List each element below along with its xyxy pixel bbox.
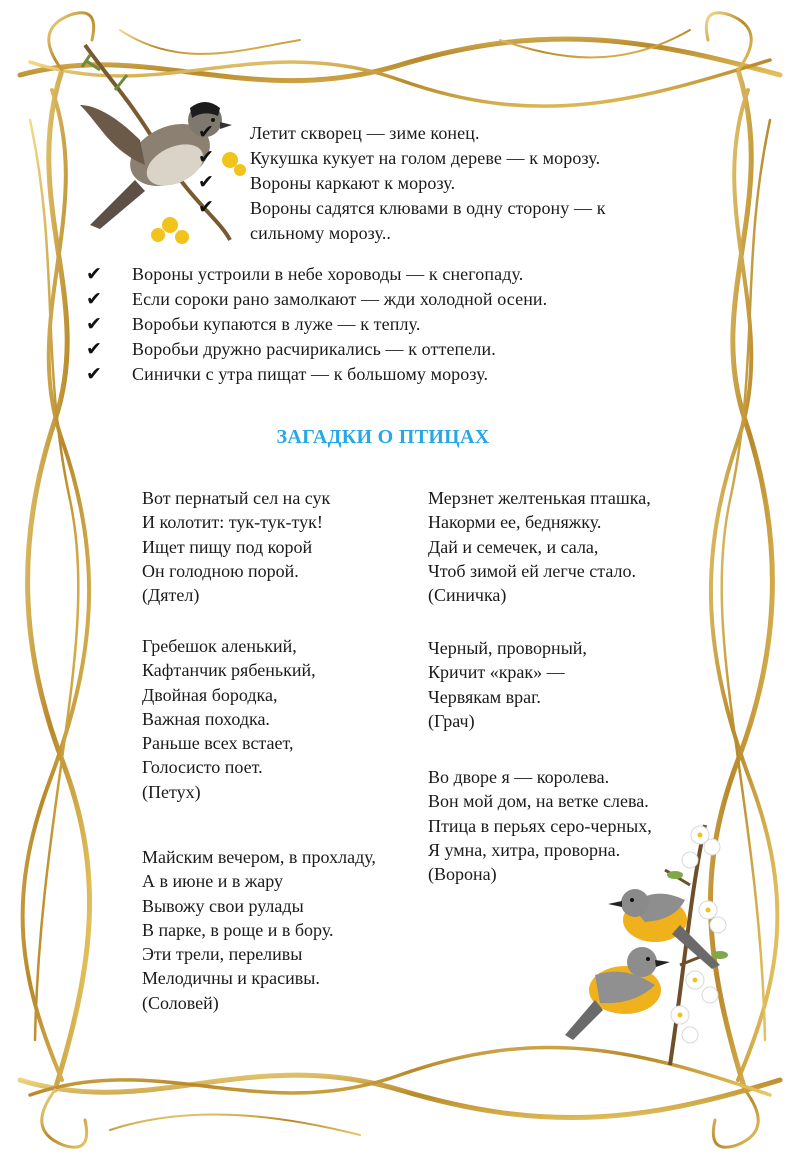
riddle-line: Ищет пищу под корой (142, 536, 313, 557)
riddle-titmouse (428, 486, 651, 607)
sign-line: Вороны садятся клювами в одну сторону — к (250, 198, 606, 218)
riddle-answer: (Синичка) (428, 585, 507, 606)
riddle-line: Вывожу свои рулады (142, 895, 304, 916)
check-icon: ✔ (86, 363, 102, 385)
sign-line: Летит скворец — зиме конец. (250, 123, 480, 143)
riddle-line: Червякам враг. (428, 686, 541, 707)
riddle-nightingale (142, 845, 376, 1015)
riddle-line: Раньше всех встает, (142, 733, 294, 754)
riddle-line: Дай и семечек, и сала, (428, 536, 599, 557)
riddle-line: Гребешок аленький, (142, 636, 297, 656)
riddle-answer: (Дятел) (142, 585, 200, 606)
riddle-line: Черный, проворный, (428, 638, 587, 658)
riddle-line: Вот пернатый сел на сук (142, 488, 331, 508)
check-icon: ✔ (86, 288, 102, 310)
riddle-line: Я умна, хитра, проворна. (428, 839, 621, 860)
riddle-line: Важная походка. (142, 708, 270, 729)
riddle-line: Мерзнет желтенькая пташка, (428, 488, 651, 508)
riddle-answer: (Петух) (142, 781, 201, 802)
sign-line: Вороны устроили в небе хороводы — к снегопаду. (132, 264, 524, 284)
riddle-line: Мелодичны и красивы. (142, 968, 320, 989)
riddle-line: Чтоб зимой ей легче стало. (428, 560, 636, 581)
riddle-woodpecker (142, 486, 330, 607)
riddle-line: Накорми ее, бедняжку. (428, 512, 602, 533)
check-icon: ✔ (198, 146, 214, 168)
riddle-line: А в июне и в жару (142, 871, 284, 892)
sign-line: Воробьи дружно расчирикались — к оттепели. (132, 339, 496, 359)
check-icon: ✔ (198, 171, 214, 193)
riddle-line: Майским вечером, в прохладу, (142, 847, 376, 867)
songbirds-illustration (540, 815, 750, 1080)
riddle-line: Голосисто поет. (142, 757, 263, 778)
check-icon: ✔ (86, 263, 102, 285)
section-title: ЗАГАДКИ О ПТИЦАХ (276, 426, 490, 448)
riddle-line: В парке, в роще и в бору. (142, 919, 334, 940)
riddle-line: Он голодною порой. (142, 560, 299, 581)
sign-line: Воробьи купаются в луже — к теплу. (132, 314, 421, 334)
riddle-line: Во дворе я — королева. (428, 767, 610, 787)
riddle-line: Птица в перьях серо-черных, (428, 815, 652, 836)
sign-line: Синички с утра пищат — к большому морозу. (132, 364, 489, 384)
check-icon: ✔ (198, 196, 214, 218)
riddle-line: Вон мой дом, на ветке слева. (428, 791, 649, 812)
riddle-line: Двойная бородка, (142, 684, 278, 705)
sign-line: Вороны каркают к морозу. (250, 173, 456, 193)
riddle-answer: (Соловей) (142, 992, 219, 1013)
riddle-line: И колотит: тук-тук-тук! (142, 512, 323, 533)
riddle-rook (428, 636, 587, 733)
riddle-line: Эти трели, переливы (142, 944, 303, 965)
check-icon: ✔ (86, 338, 102, 360)
sign-line: Кукушка кукует на голом дереве — к морозу. (250, 148, 601, 168)
check-icon: ✔ (198, 121, 214, 143)
sign-line: Если сороки рано замолкают — жди холодной осени. (132, 289, 548, 309)
check-icon: ✔ (86, 313, 102, 335)
warbler-bird-illustration (70, 40, 260, 255)
riddle-answer: (Грач) (428, 710, 475, 731)
riddle-line: Кафтанчик рябенький, (142, 660, 316, 681)
sign-line: сильному морозу.. (250, 223, 392, 243)
riddle-line: Кричит «крак» — (428, 662, 565, 683)
riddle-answer: (Ворона) (428, 864, 497, 885)
riddle-rooster (142, 634, 316, 804)
